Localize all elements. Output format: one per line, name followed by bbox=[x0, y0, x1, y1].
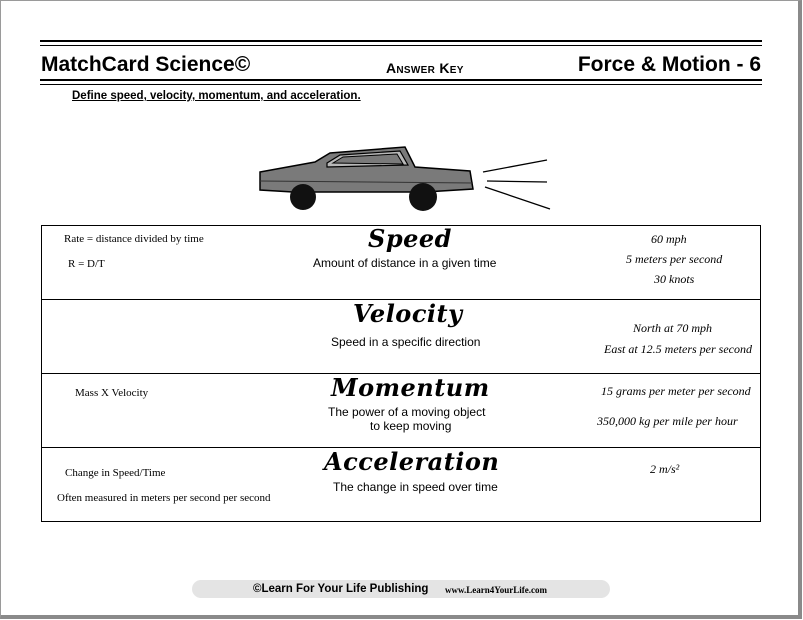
match-card-table bbox=[41, 225, 761, 522]
worksheet-title: MatchCard Science© bbox=[41, 53, 251, 76]
definition-velocity: Speed in a specific direction bbox=[331, 335, 481, 349]
example-item: 60 mph bbox=[651, 232, 687, 246]
example-item: 15 grams per meter per second bbox=[601, 384, 751, 398]
header-rule-bottom-thin bbox=[40, 84, 762, 85]
answer-key-label: Answer Key bbox=[386, 60, 464, 76]
example-item: 350,000 kg per mile per hour bbox=[597, 414, 738, 428]
footer-publisher: ©Learn For Your Life Publishing bbox=[253, 583, 429, 595]
card-row-velocity bbox=[42, 300, 761, 374]
example-item: East at 12.5 meters per second bbox=[604, 342, 752, 356]
example-item: North at 70 mph bbox=[633, 321, 713, 335]
term-speed: Speed bbox=[368, 224, 452, 253]
term-velocity: Velocity bbox=[353, 299, 463, 328]
instruction-text: Define speed, velocity, momentum, and acceleration. bbox=[72, 90, 361, 102]
speed-formula-equation: R = D/T bbox=[68, 258, 105, 270]
definition-acceleration: The change in speed over time bbox=[333, 480, 498, 494]
example-item: 2 m/s² bbox=[650, 462, 680, 476]
speed-formula-text: Rate = distance divided by time bbox=[64, 233, 204, 245]
example-item: 5 meters per second bbox=[626, 252, 723, 266]
momentum-formula-text: Mass X Velocity bbox=[75, 387, 149, 399]
header-rule-top bbox=[40, 40, 762, 42]
header-rule-bottom bbox=[40, 79, 762, 81]
definition-momentum-line2: to keep moving bbox=[370, 419, 452, 433]
term-momentum: Momentum bbox=[331, 373, 490, 402]
acceleration-measure-text: Often measured in meters per second per second bbox=[57, 492, 271, 504]
worksheet-subject: Force & Motion - 6 bbox=[577, 53, 761, 76]
card-row-momentum bbox=[42, 374, 761, 448]
car-icon bbox=[255, 145, 555, 215]
term-acceleration: Acceleration bbox=[324, 447, 500, 476]
example-item: 30 knots bbox=[654, 272, 695, 286]
card-row-acceleration bbox=[42, 448, 761, 522]
header-rule-top-thin bbox=[40, 45, 762, 46]
definition-momentum-line1: The power of a moving object bbox=[328, 405, 486, 419]
definition-speed: Amount of distance in a given time bbox=[313, 256, 497, 270]
card-row-speed bbox=[42, 226, 761, 300]
acceleration-formula-text: Change in Speed/Time bbox=[65, 467, 166, 479]
footer-url: www.Learn4YourLife.com bbox=[445, 585, 547, 595]
